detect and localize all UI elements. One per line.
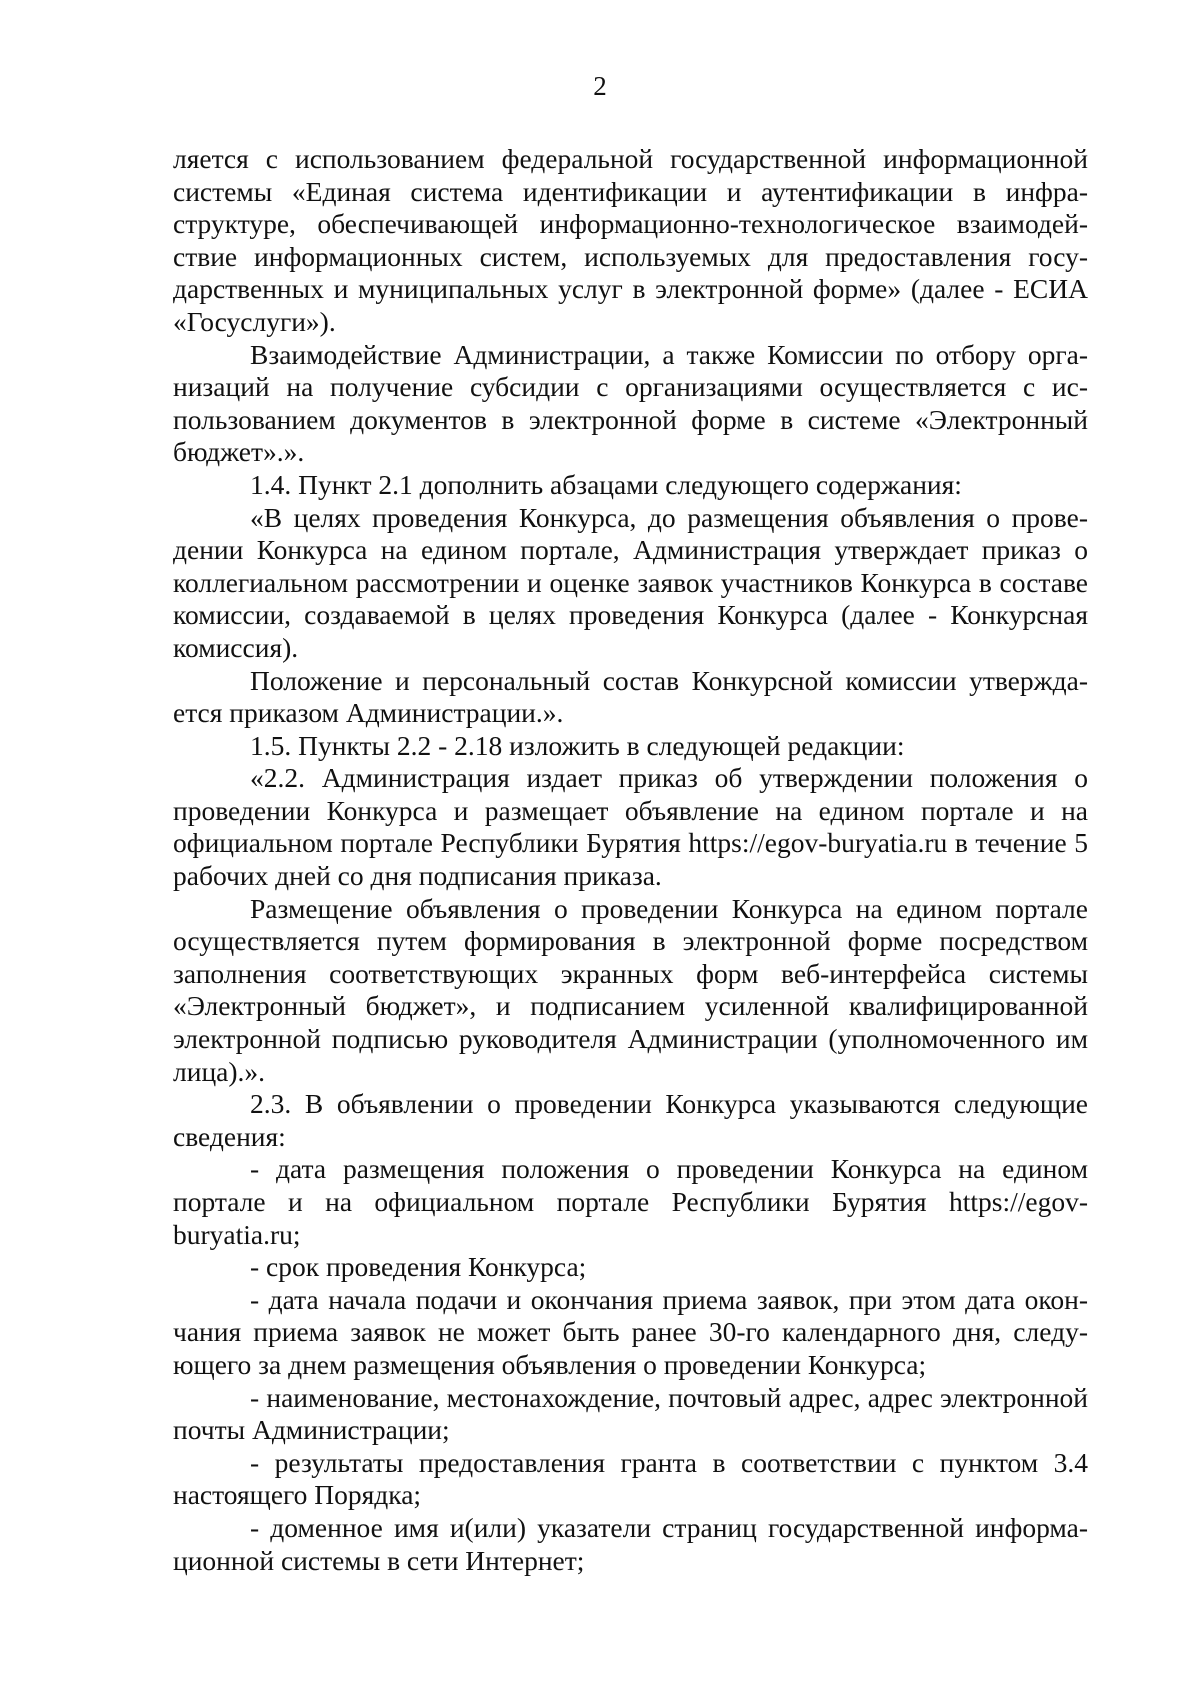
paragraph-8: Размещение объявления о проведении Конкурса на едином портале осуществляется путем формирования в электронной форме посредством заполнения соответствующих экранных форм веб-интерфейса системы «Электронный бюджет», и подписанием усиленной квалифицированной электронной подписью руководителя Администрации (уполномоченного им лица).». bbox=[173, 892, 1088, 1087]
paragraph-3: 1.4. Пункт 2.1 дополнить абзацами следующего содержания: bbox=[250, 468, 962, 500]
paragraph-1: ляется с использованием федеральной государственной информационной системы «Единая система идентификации и аутентификации в инфраструктуре, обеспечивающей информационно-технологическое взаимодействие информационных систем, используемых для предоставления государственных и муниципальных услуг в электронной форме» (далее - ЕСИА «Госуслуги»). bbox=[173, 143, 1088, 337]
paragraph-2: Взаимодействие Администрации, а также Комиссии по отбору организаций на получение субсидии с организациями осуществляется с использованием документов в электронной форме в системе «Электронный бюджет».». bbox=[173, 338, 1088, 468]
paragraph-6: 1.5. Пункты 2.2 - 2.18 изложить в следующей редакции: bbox=[250, 729, 905, 761]
list-item-1: - дата размещения положения о проведении Конкурса на едином портале и на официальном портале Республики Бурятия https://egov-buryatia.ru; bbox=[173, 1153, 1088, 1250]
paragraph-9: 2.3. В объявлении о проведении Конкурса указываются следующие сведения: bbox=[173, 1088, 1088, 1152]
list-item-5: - результаты предоставления гранта в соответствии с пунктом 3.4 настоящего Порядка; bbox=[173, 1446, 1088, 1511]
list-item-4: - наименование, местонахождение, почтовый адрес, адрес электронной почты Администрации; bbox=[173, 1381, 1088, 1446]
paragraph-7: «2.2. Администрация издает приказ об утверждении положения о проведении Конкурса и размещает объявление на едином портале и на официальном портале Республики Бурятия https://egov-buryatia.ru в течение 5 рабочих дней со дня подписания приказа. bbox=[173, 762, 1088, 892]
paragraph-5: Положение и персональный состав Конкурсной комиссии утверждается приказом Администрации.». bbox=[173, 664, 1088, 729]
paragraph-4: «В целях проведения Конкурса, до размещения объявления о проведении Конкурса на едином портале, Администрация утверждает приказ о коллегиальном рассмотрении и оценке заявок участников Конкурса в составе комиссии, создаваемой в целях проведения Конкурса (далее - Конкурсная комиссия). bbox=[173, 501, 1088, 663]
list-item-6: - доменное имя и(или) указатели страниц государственной информационной системы в сети Интернет; bbox=[173, 1511, 1088, 1576]
page-number: 2 bbox=[593, 71, 607, 101]
document-body bbox=[173, 143, 1088, 1577]
list-item-3: - дата начала подачи и окончания приема заявок, при этом дата окончания приема заявок не может быть ранее 30-го календарного дня, следующего за днем размещения объявления о проведении Конкурса; bbox=[173, 1283, 1088, 1380]
list-item-2: - срок проведения Конкурса; bbox=[250, 1251, 587, 1283]
